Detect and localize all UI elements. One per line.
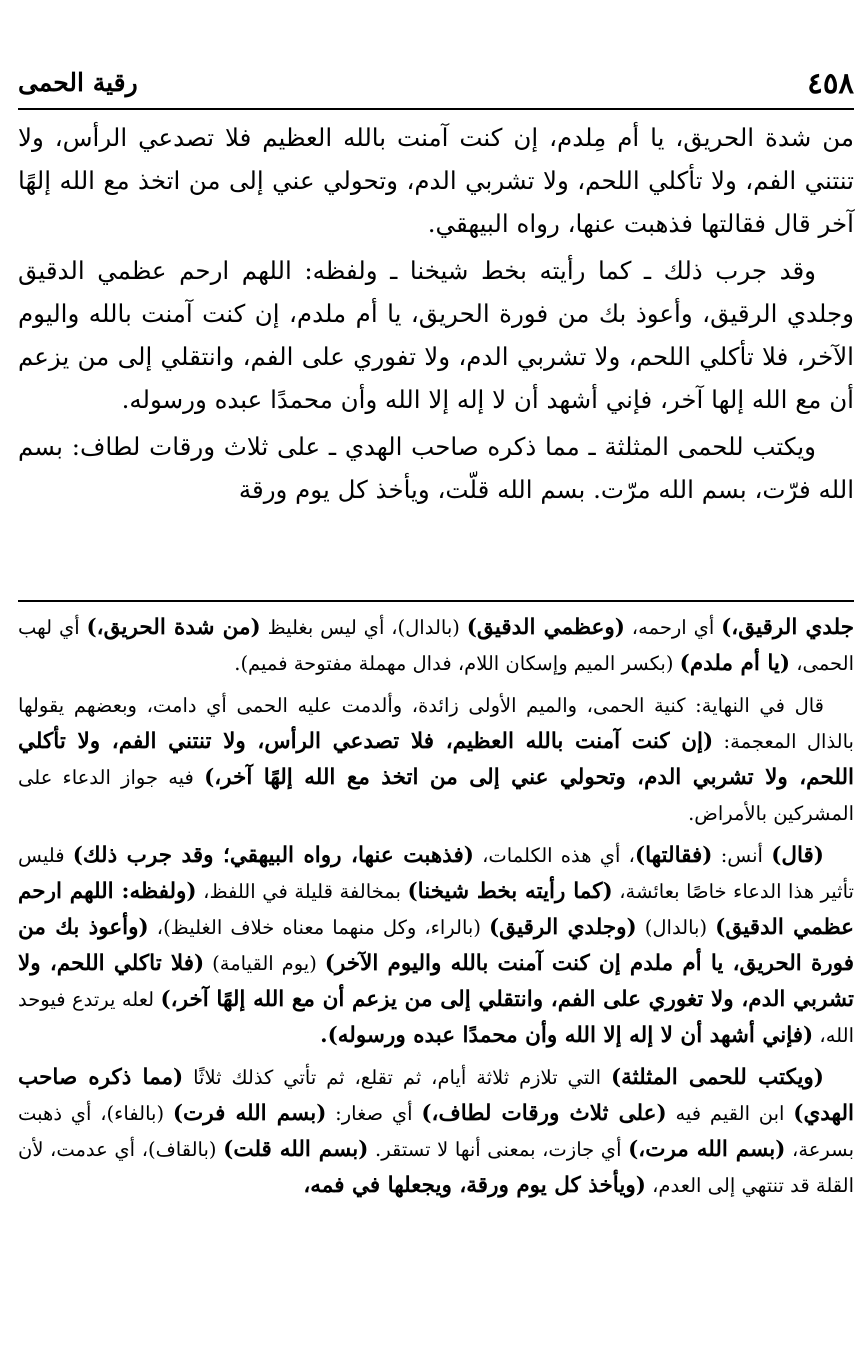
quoted-text: (فإني أشهد أن لا إله إلا الله وأن محمدًا عبده ورسوله). (320, 1023, 814, 1048)
commentary-text: أي ارحمه، (624, 616, 722, 639)
commentary-text: أي لهب الحمى، (18, 616, 854, 675)
main-paragraph: من شدة الحريق، يا أم مِلدم، إن كنت آمنت بالله العظيم فلا تصدعي الرأس، ولا تنتني الفم، ولا تأكلي اللحم، ولا تشربي الدم، وتحولي عني إلى من اتخذ مع الله إلهًا آخر قال فقالتها فذهبت عنها، رواه البيهقي. (18, 123, 854, 238)
commentary-text: أي جازت، بمعنى أنها لا تستقر. (368, 1138, 629, 1161)
commentary-text: ابن القيم فيه (666, 1102, 794, 1125)
quoted-text: (إن كنت آمنت بالله العظيم، فلا تصدعي الرأس، ولا تنتني الفم، ولا تأكلي اللحم، ولا تشربي الدم، وتحولي عني إلى من اتخذ مع الله إلهًا آخر،) (18, 729, 854, 790)
commentary-text: التي تلازم ثلاثة أيام، ثم تقلع، ثم تأتي كذلك ثلاثًا (183, 1066, 611, 1089)
quoted-text: (قال) (771, 843, 824, 868)
commentary-text: قال في النهاية: كنية الحمى، والميم الأولى زائدة، وألدمت عليه الحمى أي دامت، وبعضهم يقولها بالذال المعجمة: (18, 694, 854, 753)
main-paragraph: ويكتب للحمى المثلثة ـ مما ذكره صاحب الهدي ـ على ثلاث ورقات لطاف: بسم الله فرّت، بسم الله مرّت. بسم الله قلّت، ويأخذ كل يوم ورقة (18, 432, 854, 504)
commentary-text: فليس تأثير هذا الدعاء خاصًا بعائشة، (18, 844, 854, 903)
footnote-rule (18, 600, 854, 602)
main-text (18, 116, 854, 515)
page-number: ٤٥٨ (807, 66, 854, 100)
commentary-text: (بالقاف)، أي عدمت، لأن القلة قد تنتهي إلى العدم، (18, 1138, 854, 1197)
quoted-text: (وجلدي الرقيق) (489, 915, 637, 940)
commentary-text: (بالفاء)، أي ذهبت بسرعة، (18, 1102, 855, 1161)
commentary-text: (بالراء، وكل منهما معناه خلاف الغليظ)، (148, 916, 489, 939)
commentary-paragraph (18, 688, 854, 832)
commentary-paragraph (18, 1060, 854, 1204)
quoted-text: (بسم الله قلت) (223, 1137, 369, 1162)
commentary-text: لعله يرتدع فيوحد الله، (18, 988, 854, 1047)
commentary-text: (بالدال)، أي ليس بغليظ (260, 616, 467, 639)
page-header (18, 66, 854, 106)
quoted-text: (يا أم ملدم) (679, 651, 791, 676)
quoted-text: (وأعوذ بك من فورة الحريق، يا أم ملدم إن كنت آمنت بالله واليوم الآخر) (18, 915, 854, 976)
quoted-text: (فذهبت عنها، رواه البيهقي؛ وقد جرب ذلك) (72, 843, 474, 868)
quoted-text: جلدي الرقيق،) (721, 615, 854, 640)
commentary (18, 610, 854, 1210)
quoted-text: (على ثلاث ورقات لطاف،) (421, 1101, 667, 1126)
quoted-text: (من شدة الحريق،) (86, 615, 261, 640)
quoted-text: (كما رأيته بخط شيخنا) (407, 879, 613, 904)
commentary-text: بمخالفة قليلة في اللفظ، (196, 880, 408, 903)
quoted-text: (مما ذكره صاحب الهدي) (18, 1065, 854, 1126)
quoted-text: (ولفظه: اللهم ارحم عظمي الدقيق) (18, 879, 854, 940)
commentary-text: ، أي هذه الكلمات، (473, 844, 635, 867)
running-title: رقية الحمى (18, 68, 138, 97)
commentary-paragraph (18, 838, 854, 1054)
quoted-text: (وعظمي الدقيق) (466, 615, 625, 640)
commentary-text: أي صغار: (326, 1102, 422, 1125)
commentary-text: (بالدال) (636, 916, 716, 939)
main-paragraph: وقد جرب ذلك ـ كما رأيته بخط شيخنا ـ ولفظه: اللهم ارحم عظمي الدقيق وجلدي الرقيق، وأعوذ بك من فورة الحريق، يا أم ملدم، إن كنت آمنت بالله واليوم الآخر، فلا تأكلي اللحم، ولا تشربي الدم، ولا تفوري على الفم، وانتقلي إلى من يزعم أن مع الله إلها آخر، فإني أشهد أن لا إله إلا الله وأن محمدًا عبده ورسوله. (18, 256, 854, 414)
quoted-text: (فلا تاكلي اللحم، ولا تشربي الدم، ولا تغوري على الفم، وانتقلي إلى من يزعم أن مع الله إلهًا آخر،) (18, 951, 854, 1012)
commentary-text: (بكسر الميم وإسكان اللام، فدال مهملة مفتوحة فميم). (234, 652, 680, 675)
header-rule (18, 108, 854, 110)
quoted-text: (بسم الله مرت،) (628, 1137, 786, 1162)
commentary-text: أنس: (712, 844, 772, 867)
commentary-text: (يوم القيامة) (204, 952, 325, 975)
quoted-text: (ويأخذ كل يوم ورقة، ويجعلها في فمه، (303, 1173, 646, 1198)
commentary-paragraph (18, 610, 854, 682)
quoted-text: (فقالتها) (634, 843, 713, 868)
quoted-text: (ويكتب للحمى المثلثة) (610, 1065, 824, 1090)
commentary-text: فيه جواز الدعاء على المشركين بالأمراض. (18, 766, 854, 825)
quoted-text: (بسم الله فرت) (172, 1101, 327, 1126)
